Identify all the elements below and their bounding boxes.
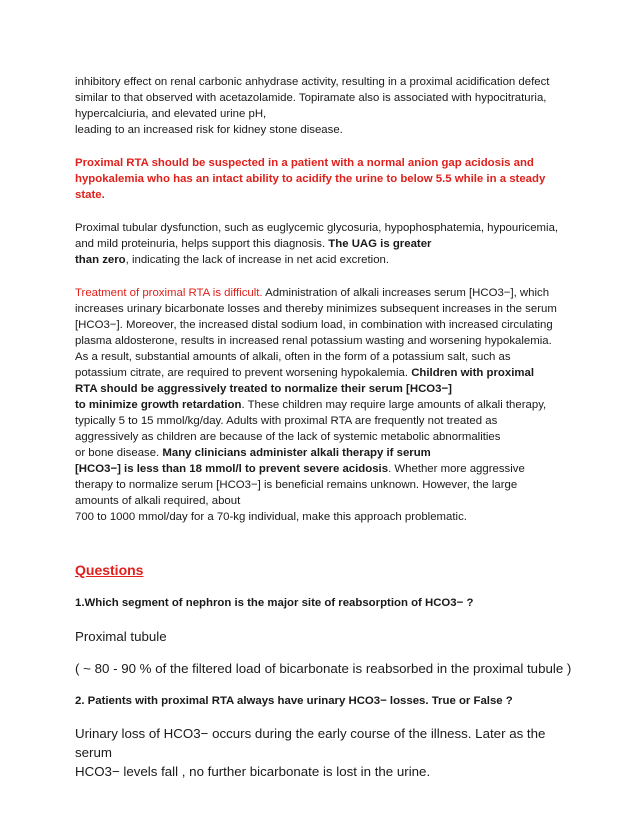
text-span: and mild proteinuria, helps support this diagnosis.	[75, 238, 329, 250]
bold-span: to minimize growth retardation	[75, 399, 242, 411]
answer-1-note: ( ~ 80 - 90 % of the filtered load of bicarbonate is reabsorbed in the proximal tubule )	[75, 661, 572, 676]
bold-span: than zero	[75, 254, 126, 266]
text-line: typically 5 to 15 mmol/kg/day. Adults with proximal RTA are frequently not treated as	[75, 415, 498, 427]
text-span: , indicating the lack of increase in net acid excretion.	[125, 254, 390, 266]
text-line: increases urinary bicarbonate losses and thereby minimizes subsequent increases in the serum	[75, 303, 557, 315]
bold-span: RTA should be aggressively treated to normalize their serum [HCO3−]	[75, 383, 452, 395]
answer-1: Proximal tubule	[75, 629, 167, 644]
text-line	[75, 236, 575, 252]
paragraph-suspicion-highlight	[75, 155, 575, 203]
text-span: . These children may require large amounts of alkali therapy,	[241, 399, 547, 411]
text-line	[75, 252, 575, 268]
text-line: Proximal RTA should be suspected in a patient with a normal anion gap acidosis and	[75, 157, 534, 169]
questions-heading: Questions	[75, 562, 144, 578]
question-2: 2. Patients with proximal RTA always have urinary HCO3− losses. True or False ?	[75, 695, 513, 707]
text-line: similar to that observed with acetazolamide. Topiramate also is associated with hypocitraturia,	[75, 92, 547, 104]
text-line	[75, 461, 575, 477]
text-span: . Whether more aggressive	[388, 463, 525, 475]
text-line: hypercalciuria, and elevated urine pH,	[75, 108, 267, 120]
bold-span: Children with proximal	[411, 367, 534, 379]
text-line: amounts of alkali required, about	[75, 495, 241, 507]
text-span: potassium citrate, are required to prevent worsening hypokalemia.	[75, 367, 412, 379]
document-page	[75, 74, 575, 781]
bold-span: [HCO3−] is less than 18 mmol/l to prevent severe acidosis	[75, 463, 389, 475]
text-line: 700 to 1000 mmol/day for a 70-kg individual, make this approach problematic.	[75, 511, 467, 523]
text-line: hypokalemia who has an intact ability to acidify the urine to below 5.5 while in a steady	[75, 173, 546, 185]
text-line: [HCO3−]. Moreover, the increased distal sodium load, in combination with increased circulating	[75, 319, 553, 331]
paragraph-tubular-dysfunction	[75, 220, 575, 268]
text-line: therapy to normalize serum [HCO3−] is beneficial remains unknown. However, the large	[75, 479, 518, 491]
text-line	[75, 381, 575, 397]
text-line: Urinary loss of HCO3− occurs during the early course of the illness. Later as the serum	[75, 726, 546, 760]
text-line: HCO3− levels fall , no further bicarbonate is lost in the urine.	[75, 764, 431, 779]
bold-span: Many clinicians administer alkali therapy if serum	[162, 447, 431, 459]
text-span: or bone disease.	[75, 447, 163, 459]
text-line: As a result, substantial amounts of alkali, often in the form of a potassium salt, such as	[75, 351, 511, 363]
paragraph-treatment	[75, 285, 575, 525]
text-line	[75, 285, 575, 301]
text-span: Administration of alkali increases serum [HCO3−], which	[262, 287, 550, 299]
red-span: Treatment of proximal RTA is difficult.	[75, 287, 263, 299]
text-line	[75, 397, 575, 413]
text-line	[75, 445, 575, 461]
text-line: inhibitory effect on renal carbonic anhydrase activity, resulting in a proximal acidification defect	[75, 76, 550, 88]
text-line	[75, 365, 575, 381]
bold-span: The UAG is greater	[328, 238, 432, 250]
paragraph-topiramate	[75, 74, 575, 138]
text-line: Proximal tubular dysfunction, such as euglycemic glycosuria, hypophosphatemia, hypouricemia,	[75, 222, 559, 234]
answer-2	[75, 724, 575, 781]
text-line: leading to an increased risk for kidney stone disease.	[75, 124, 343, 136]
text-line: plasma aldosterone, results in increased renal potassium wasting and worsening hypokalemia.	[75, 335, 552, 347]
question-1: 1.Which segment of nephron is the major site of reabsorption of HCO3− ?	[75, 597, 474, 609]
text-line: state.	[75, 189, 105, 201]
text-line: aggressively as children are because of the lack of systemic metabolic abnormalities	[75, 431, 501, 443]
